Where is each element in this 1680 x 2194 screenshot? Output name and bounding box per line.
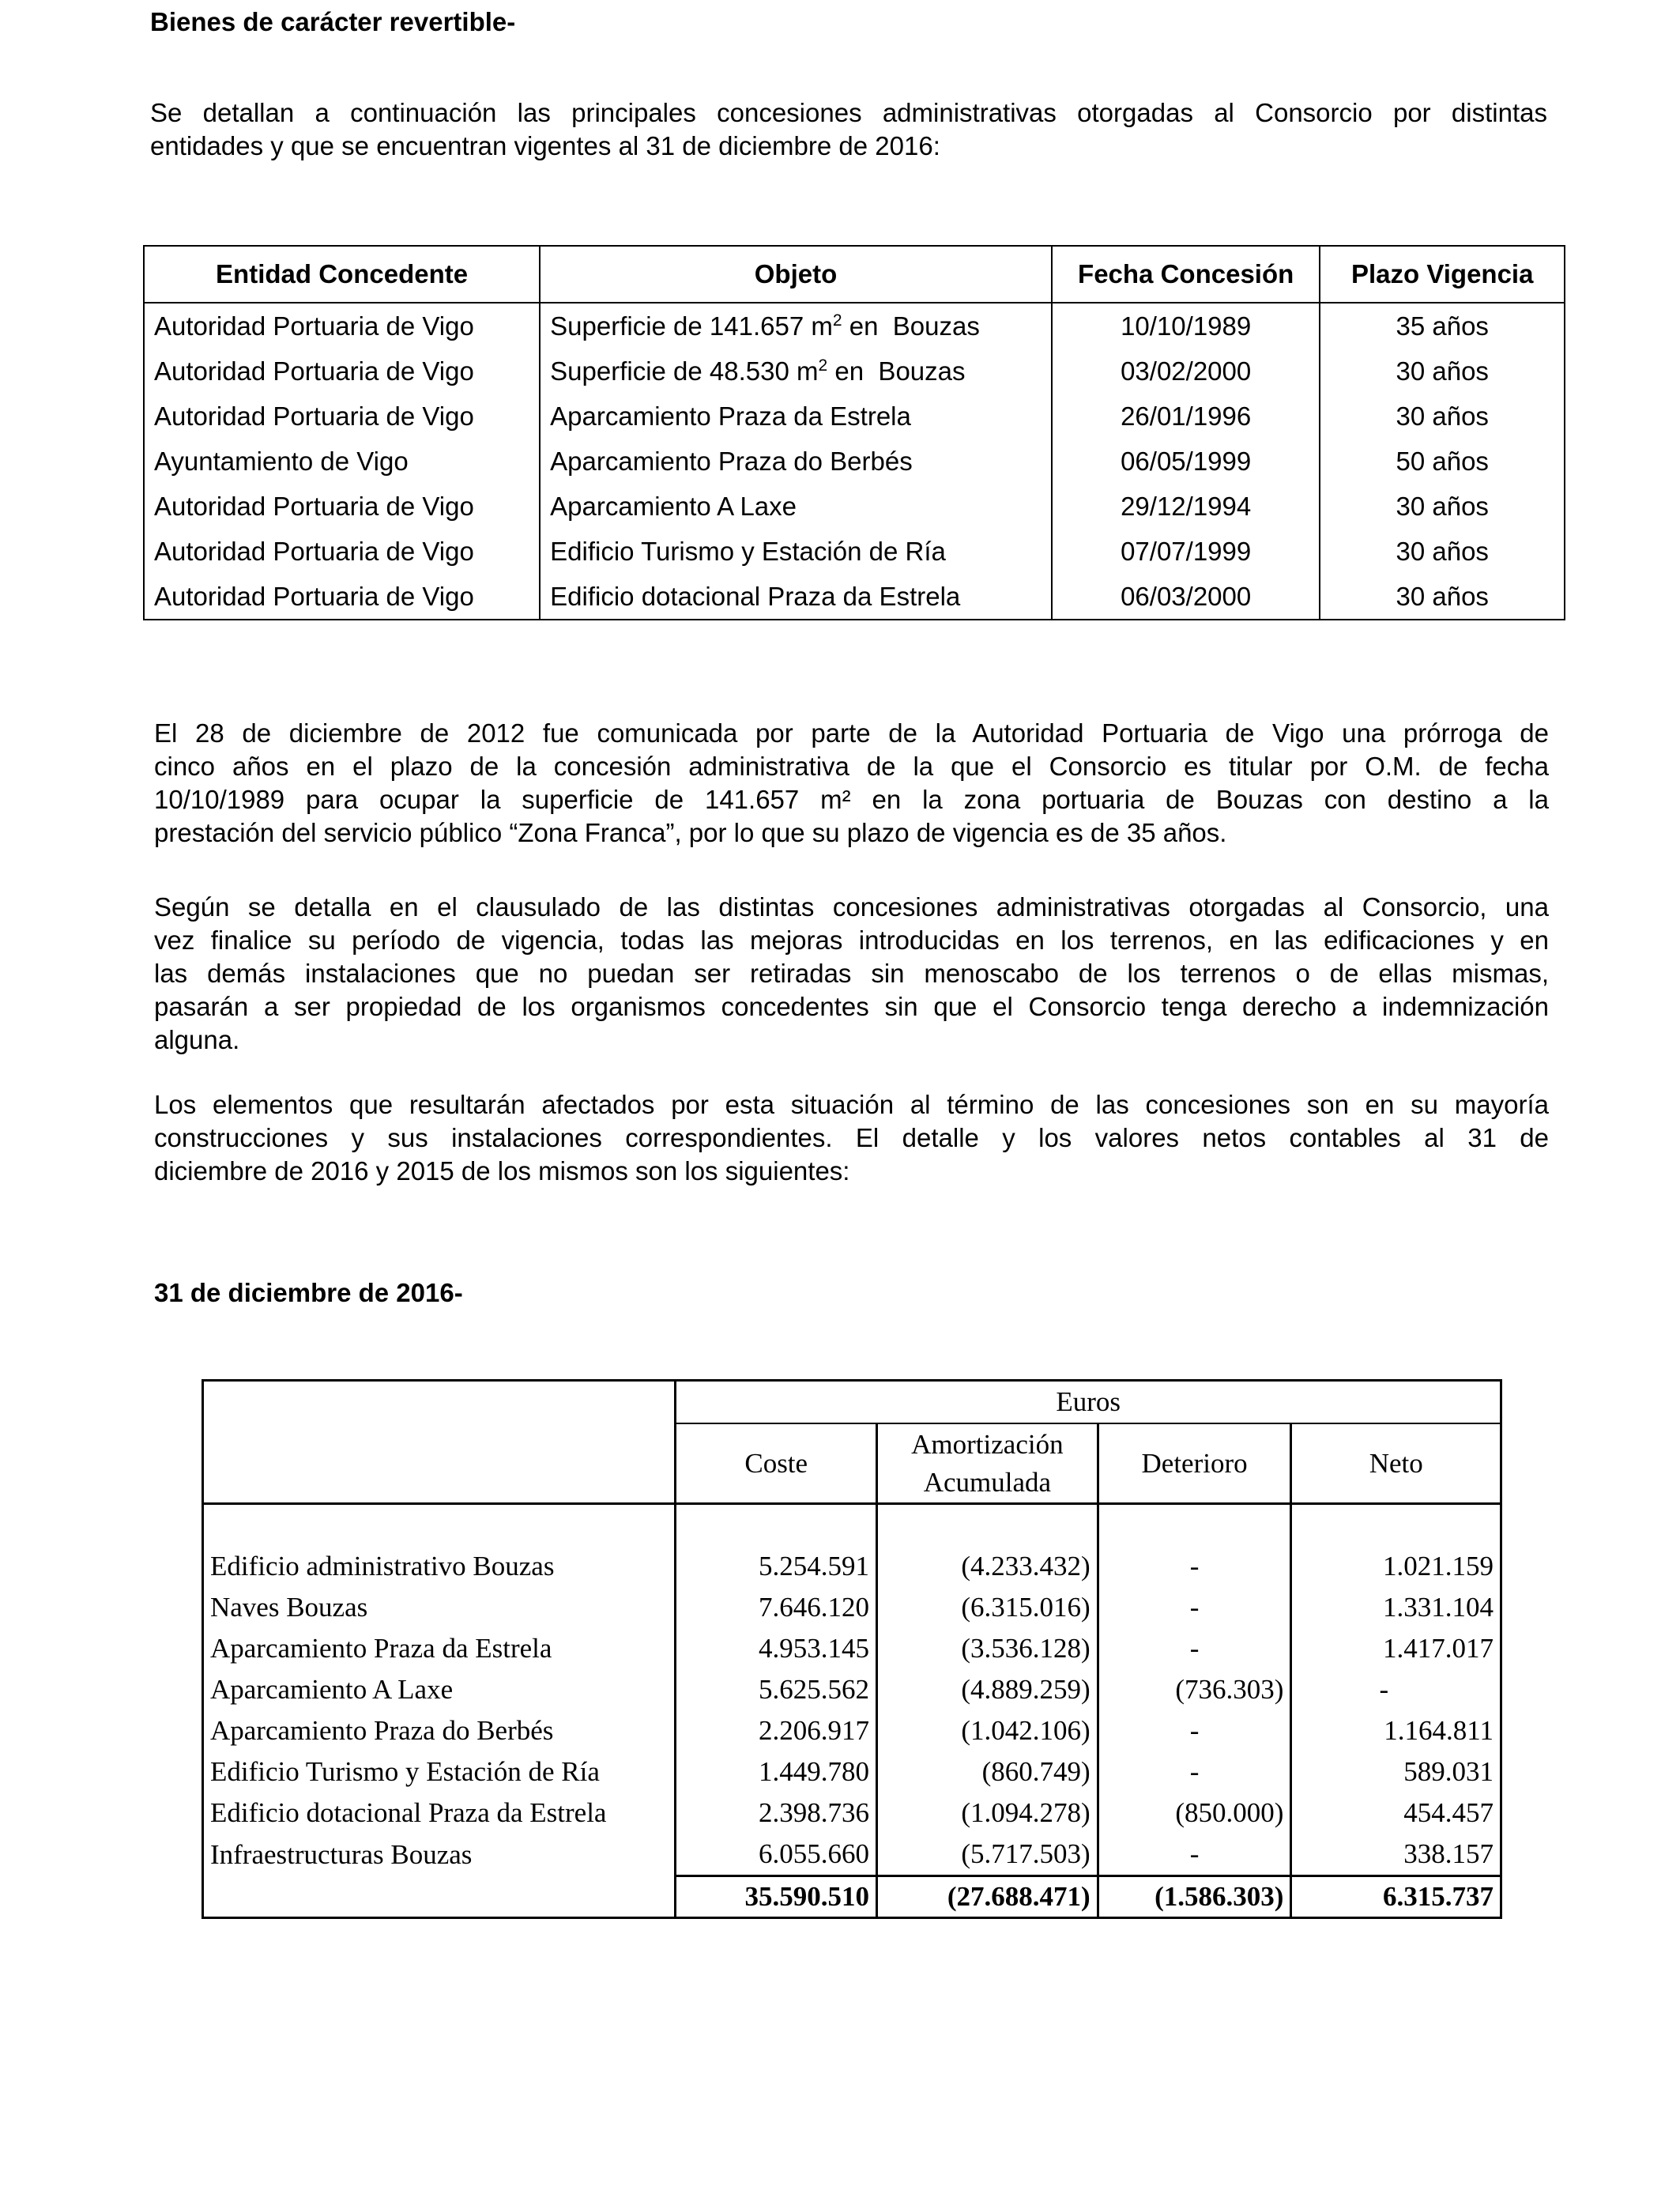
spacer-row [203, 1504, 1501, 1547]
total-neto: 6.315.737 [1291, 1876, 1501, 1918]
section-heading: Bienes de carácter revertible- [150, 7, 516, 36]
header-deterioro: Deterioro [1098, 1423, 1291, 1504]
concession-row [144, 529, 1565, 574]
cell-objeto [540, 303, 1052, 349]
cell-elemento: Aparcamiento Praza do Berbés [203, 1710, 676, 1751]
total-row [203, 1876, 1501, 1918]
objeto-text: Aparcamiento Praza da Estrela [550, 401, 911, 431]
cell-plazo: 30 años [1320, 529, 1565, 574]
cell-coste: 7.646.120 [676, 1587, 877, 1628]
cell-fecha: 03/02/2000 [1052, 349, 1320, 394]
header-blank [203, 1423, 676, 1504]
value-row [203, 1751, 1501, 1793]
cell-objeto [540, 574, 1052, 620]
cell-objeto [540, 484, 1052, 529]
cell-entidad: Autoridad Portuaria de Vigo [144, 574, 540, 620]
para-line: El 28 de diciembre de 2012 fue comunicada por parte de la Autoridad Portuaria de Vigo una prórroga de [154, 718, 1549, 748]
cell-amortizacion: (1.042.106) [877, 1710, 1098, 1751]
value-row [203, 1669, 1501, 1710]
cell-neto: 1.331.104 [1291, 1587, 1501, 1628]
header-fecha: Fecha Concesión [1052, 246, 1320, 303]
objeto-text: Edificio dotacional Praza da Estrela [550, 581, 961, 611]
header-euros: Euros [676, 1381, 1501, 1424]
total-deterioro: (1.586.303) [1098, 1876, 1291, 1918]
total-coste: 35.590.510 [676, 1876, 877, 1918]
cell-neto: 338.157 [1291, 1834, 1501, 1876]
para-line: vez finalice su período de vigencia, todas las mejoras introducidas en los terrenos, en las edificaciones y en [154, 925, 1549, 955]
cell-deterioro: - [1098, 1710, 1291, 1751]
cell-objeto [540, 394, 1052, 439]
cell-fecha: 10/10/1989 [1052, 303, 1320, 349]
value-row [203, 1546, 1501, 1587]
cell-plazo: 30 años [1320, 349, 1565, 394]
para-line: cinco años en el plazo de la concesión administrativa de la que el Consorcio es titular por O.M. de fecha [154, 752, 1549, 781]
paragraph-clausulado [154, 891, 1549, 1057]
concessions-table [143, 245, 1565, 620]
cell-fecha: 26/01/1996 [1052, 394, 1320, 439]
cell-amortizacion: (5.717.503) [877, 1834, 1098, 1876]
concession-row [144, 574, 1565, 620]
value-row [203, 1793, 1501, 1834]
cell-entidad: Autoridad Portuaria de Vigo [144, 529, 540, 574]
cell-fecha: 06/03/2000 [1052, 574, 1320, 620]
spacer-cell [1098, 1504, 1291, 1547]
cell-entidad: Autoridad Portuaria de Vigo [144, 394, 540, 439]
cell-elemento: Edificio dotacional Praza da Estrela [203, 1793, 676, 1834]
spacer-cell [1291, 1504, 1501, 1547]
cell-deterioro: (736.303) [1098, 1669, 1291, 1710]
cell-neto: 1.164.811 [1291, 1710, 1501, 1751]
cell-elemento: Infraestructuras Bouzas [203, 1834, 676, 1876]
header-entidad: Entidad Concedente [144, 246, 540, 303]
concession-row [144, 439, 1565, 484]
cell-coste: 6.055.660 [676, 1834, 877, 1876]
para-line: pasarán a ser propiedad de los organismos concedentes sin que el Consorcio tenga derecho a indemnización [154, 992, 1549, 1021]
para-line: prestación del servicio público “Zona Franca”, por lo que su plazo de vigencia es de 35 años. [154, 818, 1227, 847]
cell-objeto [540, 439, 1052, 484]
cell-entidad: Autoridad Portuaria de Vigo [144, 349, 540, 394]
cell-amortizacion: (1.094.278) [877, 1793, 1098, 1834]
cell-amortizacion: (4.233.432) [877, 1546, 1098, 1587]
cell-deterioro: - [1098, 1546, 1291, 1587]
cell-elemento: Edificio administrativo Bouzas [203, 1546, 676, 1587]
spacer-cell [877, 1504, 1098, 1547]
header-amortizacion-line2: Acumulada [923, 1466, 1052, 1498]
para-line: Según se detalla en el clausulado de las distintas concesiones administrativas otorgadas al Consorcio, una [154, 892, 1549, 922]
concessions-header-row [144, 246, 1565, 303]
cell-fecha: 29/12/1994 [1052, 484, 1320, 529]
intro-line: entidades y que se encuentran vigentes al 31 de diciembre de 2016: [150, 131, 940, 160]
cell-entidad: Autoridad Portuaria de Vigo [144, 484, 540, 529]
header-coste: Coste [676, 1423, 877, 1504]
para-line: diciembre de 2016 y 2015 de los mismos son los siguientes: [154, 1156, 850, 1186]
cell-deterioro: - [1098, 1628, 1291, 1669]
concession-row [144, 484, 1565, 529]
cell-entidad: Autoridad Portuaria de Vigo [144, 303, 540, 349]
cell-elemento: Edificio Turismo y Estación de Ría [203, 1751, 676, 1793]
concession-row [144, 303, 1565, 349]
total-label-cell [203, 1876, 676, 1918]
header-amortizacion [877, 1423, 1098, 1504]
cell-plazo: 30 años [1320, 574, 1565, 620]
values-table [202, 1379, 1502, 1919]
value-row [203, 1710, 1501, 1751]
objeto-tail: en Bouzas [827, 356, 966, 386]
cell-coste: 5.625.562 [676, 1669, 877, 1710]
cell-neto: 589.031 [1291, 1751, 1501, 1793]
cell-deterioro: - [1098, 1587, 1291, 1628]
cell-elemento: Aparcamiento A Laxe [203, 1669, 676, 1710]
spacer-cell [203, 1504, 676, 1547]
cell-plazo: 30 años [1320, 394, 1565, 439]
cell-fecha: 07/07/1999 [1052, 529, 1320, 574]
header-blank [203, 1381, 676, 1424]
group-header-row [203, 1381, 1501, 1424]
column-header-row [203, 1423, 1501, 1504]
cell-entidad: Ayuntamiento de Vigo [144, 439, 540, 484]
objeto-text: Aparcamiento Praza do Berbés [550, 446, 913, 476]
cell-fecha: 06/05/1999 [1052, 439, 1320, 484]
value-row [203, 1587, 1501, 1628]
header-neto: Neto [1291, 1423, 1501, 1504]
objeto-tail: en Bouzas [842, 311, 980, 341]
objeto-superscript: 2 [818, 356, 828, 375]
para-line: Los elementos que resultarán afectados por esta situación al término de las concesiones son en su mayoría [154, 1090, 1549, 1119]
cell-amortizacion: (860.749) [877, 1751, 1098, 1793]
cell-elemento: Naves Bouzas [203, 1587, 676, 1628]
header-plazo: Plazo Vigencia [1320, 246, 1565, 303]
objeto-text: Edificio Turismo y Estación de Ría [550, 536, 946, 566]
cell-amortizacion: (3.536.128) [877, 1628, 1098, 1669]
paragraph-prorroga [154, 717, 1549, 850]
cell-deterioro: - [1098, 1751, 1291, 1793]
cell-amortizacion: (4.889.259) [877, 1669, 1098, 1710]
objeto-text: Aparcamiento A Laxe [550, 491, 797, 521]
cell-neto: 454.457 [1291, 1793, 1501, 1834]
concessions-body [144, 303, 1565, 620]
cell-plazo: 30 años [1320, 484, 1565, 529]
cell-neto: 1.021.159 [1291, 1546, 1501, 1587]
cell-objeto [540, 529, 1052, 574]
cell-elemento: Aparcamiento Praza da Estrela [203, 1628, 676, 1669]
para-line: construcciones y sus instalaciones correspondientes. El detalle y los valores netos contables al 31 de [154, 1123, 1549, 1152]
cell-coste: 1.449.780 [676, 1751, 877, 1793]
value-row [203, 1628, 1501, 1669]
paragraph-elementos [154, 1088, 1549, 1188]
cell-plazo: 35 años [1320, 303, 1565, 349]
value-row [203, 1834, 1501, 1876]
cell-neto: - [1291, 1669, 1501, 1710]
spacer-cell [676, 1504, 877, 1547]
para-line: 10/10/1989 para ocupar la superficie de 141.657 m² en la zona portuaria de Bouzas con destino a la [154, 785, 1549, 814]
para-line: las demás instalaciones que no puedan ser retiradas sin menoscabo de los terrenos o de ellas mismas, [154, 959, 1549, 988]
objeto-text: Superficie de 48.530 m [550, 356, 819, 386]
concession-row [144, 349, 1565, 394]
header-amortizacion-line1: Amortización [911, 1428, 1064, 1460]
para-line: alguna. [154, 1025, 240, 1054]
cell-amortizacion: (6.315.016) [877, 1587, 1098, 1628]
cell-coste: 2.206.917 [676, 1710, 877, 1751]
values-body [203, 1546, 1501, 1876]
intro-paragraph [150, 96, 1547, 163]
intro-line: Se detallan a continuación las principales concesiones administrativas otorgadas al Consorcio por distintas [150, 98, 1547, 127]
cell-deterioro: - [1098, 1834, 1291, 1876]
date-subheading: 31 de diciembre de 2016- [154, 1278, 463, 1307]
total-amortizacion: (27.688.471) [877, 1876, 1098, 1918]
cell-plazo: 50 años [1320, 439, 1565, 484]
cell-coste: 5.254.591 [676, 1546, 877, 1587]
cell-neto: 1.417.017 [1291, 1628, 1501, 1669]
cell-objeto [540, 349, 1052, 394]
objeto-superscript: 2 [832, 311, 842, 330]
objeto-text: Superficie de 141.657 m [550, 311, 833, 341]
cell-coste: 4.953.145 [676, 1628, 877, 1669]
concession-row [144, 394, 1565, 439]
cell-deterioro: (850.000) [1098, 1793, 1291, 1834]
header-objeto: Objeto [540, 246, 1052, 303]
cell-coste: 2.398.736 [676, 1793, 877, 1834]
